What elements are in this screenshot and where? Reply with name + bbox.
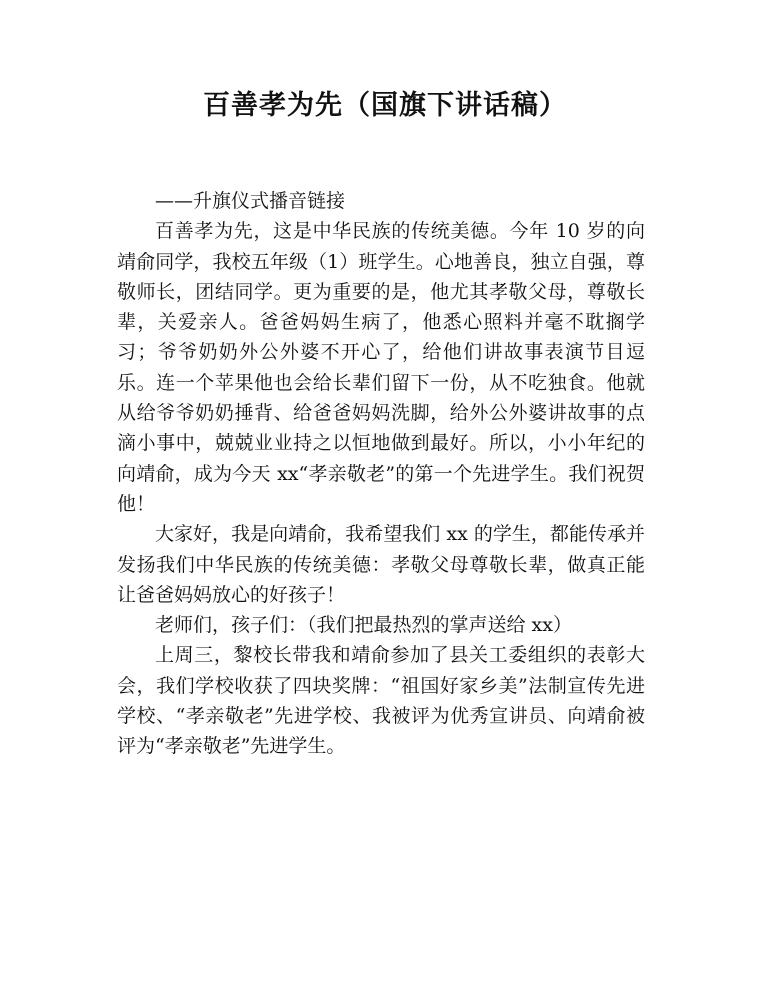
body-paragraph: 上周三，黎校长带我和靖俞参加了县关工委组织的表彰大会，我们学校收获了四块奖牌：“祖国好家乡美”法制宣传先进学校、“孝亲敬老”先进学校、我被评为优秀宣讲员、向靖俞被评为“孝亲敬老”先进学生。 xyxy=(117,644,645,758)
page-title: 百善孝为先（国旗下讲话稿） xyxy=(203,90,567,121)
body-paragraph: 老师们，孩子们：（我们把最热烈的掌声送给 xx） xyxy=(155,614,572,637)
body-paragraph: 百善孝为先，这是中华民族的传统美德。今年 10 岁的向靖俞同学，我校五年级（1）班学生。心地善良，独立自强，尊敬师长，团结同学。更为重要的是，他尤其孝敬父母，尊敬长辈，关爱亲人。爸爸妈妈生病了，他悉心照料并毫不耽搁学习；爷爷奶奶外公外婆不开心了，给他们讲故事表演节目逗乐。连一个苹果他也会给长辈们留下一份，从不吃独食。他就从给爷爷奶奶捶背、给爸爸妈妈洗脚，给外公外婆讲故事的点滴小事中，兢兢业业持之以恒地做到最好。所以，小小年纪的向靖俞，成为今天 xx“孝亲敬老”的第一个先进学生。我们祝贺他！ xyxy=(117,220,645,515)
document-body xyxy=(117,186,645,762)
body-paragraph: 大家好，我是向靖俞，我希望我们 xx 的学生，都能传承并发扬我们中华民族的传统美德：孝敬父母尊敬长辈，做真正能让爸爸妈妈放心的好孩子！ xyxy=(117,523,645,606)
body-paragraph: ——升旗仪式播音链接 xyxy=(155,190,346,212)
